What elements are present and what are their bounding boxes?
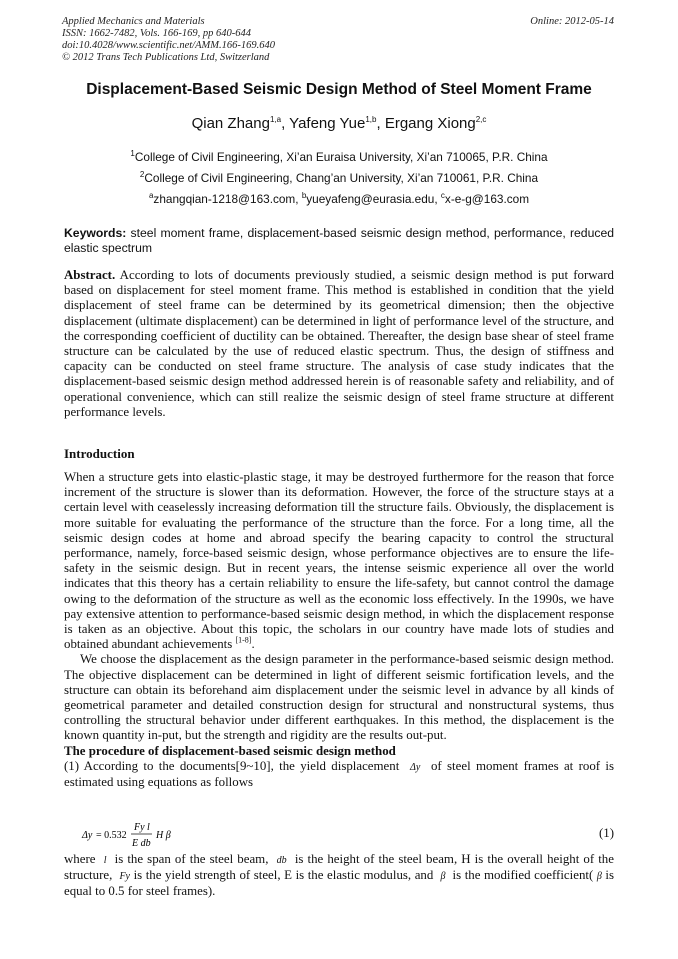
equation-rhs: H β [156,830,171,841]
keywords-label: Keywords: [64,226,127,240]
email-sup: b [301,191,307,201]
email-sup: a [148,191,154,201]
affiliation-2 [0,171,678,185]
author-sup: 1,b [365,115,377,124]
email-link[interactable]: x-e-g@163.com [444,192,530,206]
introduction-body [64,470,614,790]
author-name: Ergang Xiong [384,115,476,132]
email-link[interactable]: yueyafeng@eurasia.edu, [306,192,438,206]
where-text: is the height of the steel beam, H is the overall height of the structure, [64,852,614,883]
where-text: where [64,852,96,866]
online-date: Online: 2012-05-14 [530,16,614,27]
yield-displacement-symbol: Δy [409,761,421,773]
equation-explanation [64,852,614,900]
equation-numerator: Fy l [134,822,150,833]
intro-p1-text: When a structure gets into elastic-plastic stage, it may be destroyed furthermore for the reason that force increment of the structure is slower than its deformation. However, the force of the structure stays at a certain level with ceaselessly increasing deformation till the structure fails. Obviously, the displacement is more suitable for evaluating the performance of the structure than the force. For a long time, all the seismic design codes at home and abroad specify the bearing capacity to control the structural performance, namely, force-based seismic design, whose performance objectives are to ensure the life-safety in the seismic design. But in recent years, the intense seismic experience all over the world indicates that this theory has a certain reliability to ensure the life-safety, but cannot control the damage owing to the deformation of the structure as well as the economic loss effectively. In the 1990s, we have pay extensive attention to performance-based seismic design method, in which the displacement response is taken as an objective. About this topic, the scholars in our country have made lots of studies and obtained abundant achievements [64,470,614,652]
paper-title: Displacement-Based Seismic Design Method of Steel Moment Frame [86,81,592,98]
procedure-item-1-a: (1) According to the documents[9~10], the yield displacement [64,758,400,773]
section-heading-procedure: The procedure of displacement-based seismic design method [64,743,396,758]
abstract-text: According to lots of documents previously studied, a seismic design method is put forward based on displacement for steel moment frame. This method is established in condition that the yield displacement of steel frame can be determined by its geometrical dimension; then the objective displacement (ultimate displacement) can be determined in light of performance level of the structure, and the corresponding coefficient of ductility can be obtained. Thereafter, the design base shear of steel frame structure can be calculated by the use of reduced elastic spectrum. Thus, the design of stiffness and capacity can be conducted on steel frame structure. The analysis of case study indicates that the displacement-based seismic design method addressed herein is of reasonable safety and reliability, and of operational convenience, which can still realize the seismic design of steel frame structure at different performance levels. [64,268,615,419]
intro-p1-end: . [251,637,255,652]
affiliation-sup: 1 [130,149,135,159]
yield-strength-symbol: Fy [119,871,130,883]
procedure-item-1-b: of steel moment frames at roof is estimated using equations as follows [64,758,615,790]
abstract-label: Abstract. [64,268,116,282]
procedure-item-1 [64,759,614,790]
equation-coefficient: = 0.532 [96,830,127,841]
intro-paragraph-1 [64,470,614,652]
beta-symbol: β [596,871,602,883]
citation-ref[interactable]: [1-8] [235,635,252,645]
author-name: Yafeng Yue [289,115,366,132]
email-line [0,192,678,206]
doi-line[interactable]: doi:10.4028/www.scientific.net/AMM.166-169.640 [62,40,275,51]
equation-graphic [80,818,220,852]
affiliation-text: College of Civil Engineering, Xi’an Euraisa University, Xi’an 710065, P.R. China [134,150,548,164]
affiliation-1 [0,150,678,164]
span-symbol: l [103,855,107,866]
section-heading-introduction: Introduction [64,446,135,461]
author-line: Qian Zhang$^{1,a}$, Yafeng Yue$^{1,b}$, Ergang Xiong$^{2,c}$ [191,115,487,132]
copyright-line: © 2012 Trans Tech Publications Ltd, Switzerland [62,52,270,63]
author-sup: 2,c [475,115,487,124]
issn-line: ISSN: 1662-7482, Vols. 166-169, pp 640-644 [62,28,251,39]
where-text: is the modified coefficient( [452,868,594,883]
equation-denominator: E db [132,838,151,849]
equation-1 [80,818,614,852]
journal-header [62,16,275,64]
keywords-text: steel moment frame, displacement-based seismic design method, performance, reduced elastic spectrum [64,226,614,255]
affiliation-text: College of Civil Engineering, Chang’an University, Xi’an 710061, P.R. China [144,171,539,185]
email-sup: c [440,191,445,201]
abstract-block [64,268,614,420]
where-text: is the span of the steel beam, [114,852,269,866]
author-name: Qian Zhang [191,115,270,132]
beam-height-symbol: db [276,855,287,866]
where-text: is equal to 0.5 for steel frames). [64,868,614,899]
keywords-block [64,226,614,256]
equation-number: (1) [598,826,614,840]
author-sup: 1,a [269,115,282,124]
affiliation-sup: 2 [139,170,145,180]
journal-name: Applied Mechanics and Materials [62,16,205,27]
intro-paragraph-2: We choose the displacement as the design parameter in the performance-based seismic design method. The objective displacement can be determined in light of different seismic fortification levels, and the structure can obtain its beforehand aim displacement under the seismic level in advance by all kinds of geometrical parameter and detailed construction design for structural and nonstructural systems, thus controlling the structural behavior under different earthquakes. In this method, the displacement is the known quantity in-put, but the strength and rigidity are the results out-put. [64,652,614,743]
email-link[interactable]: zhangqian-1218@163.com, [153,192,299,206]
equation-lhs: Δy [82,830,93,841]
beta-symbol: β [440,871,446,883]
where-text: is the yield strength of steel, E is the elastic modulus, and [133,868,434,883]
